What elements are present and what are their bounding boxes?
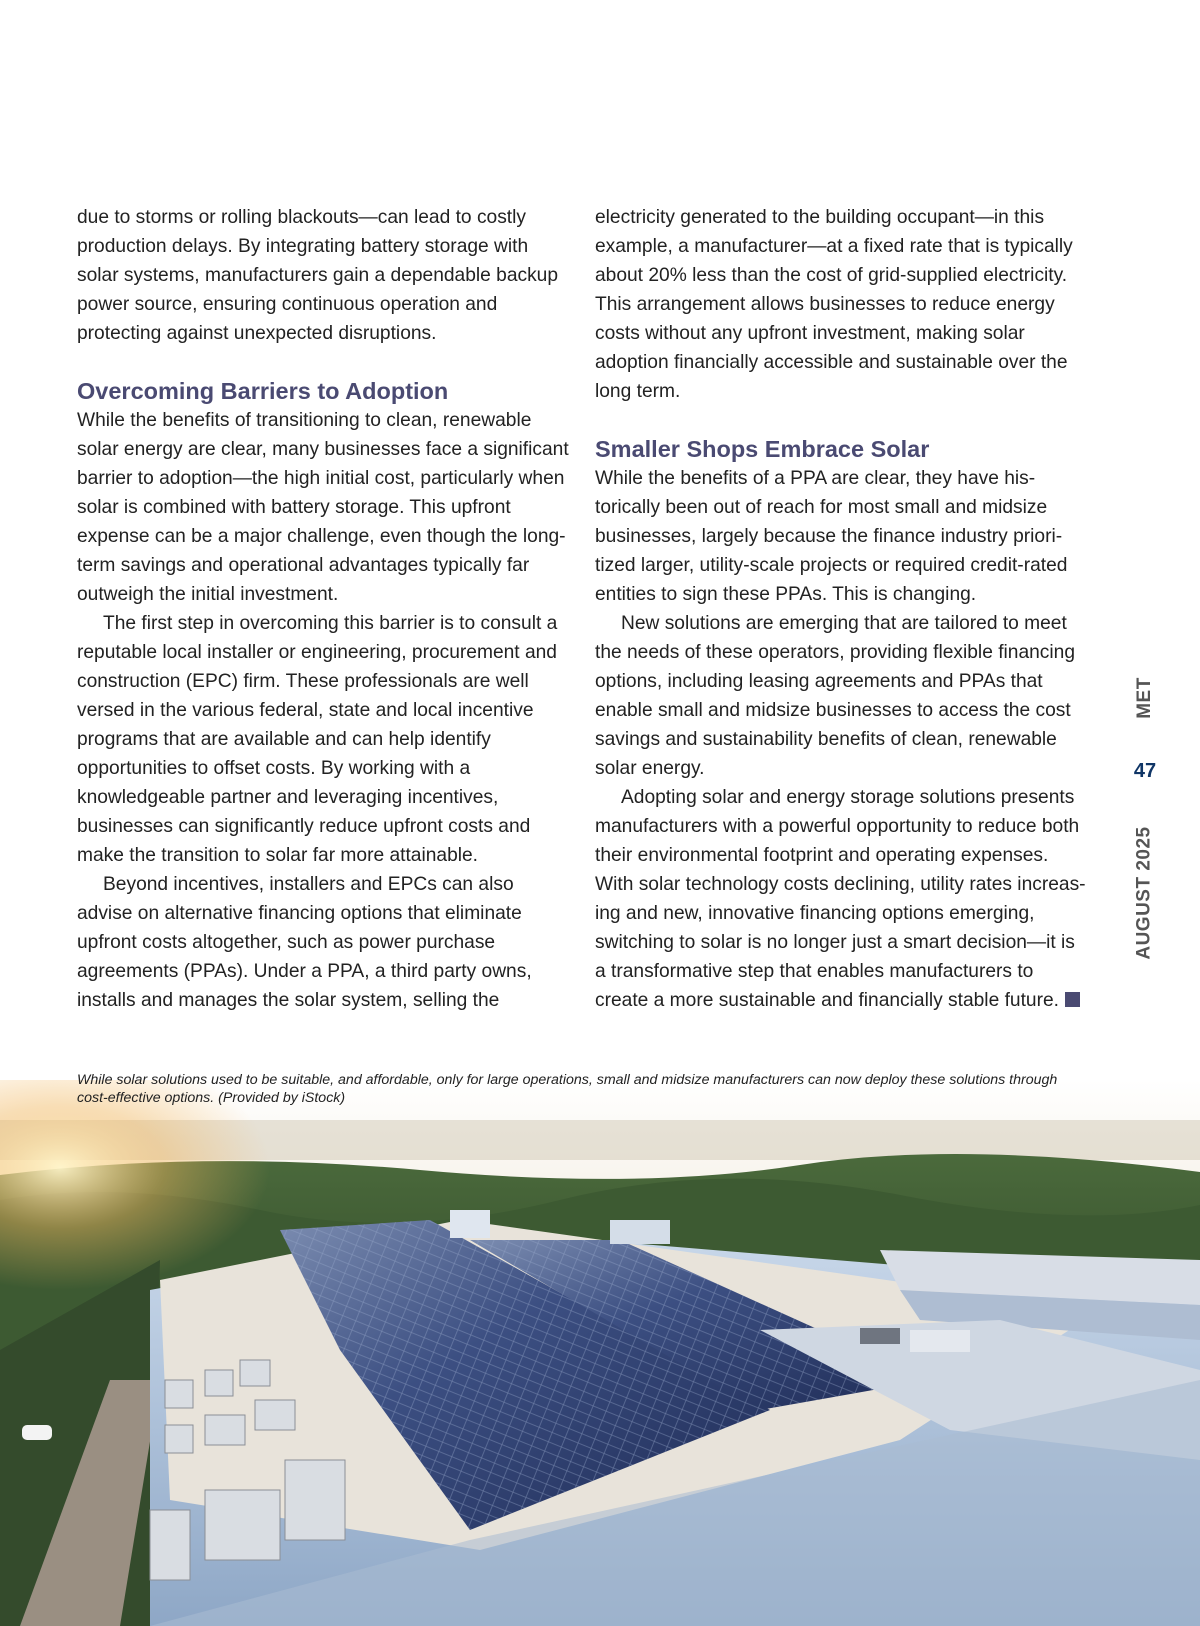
left-paragraph-3: The first step in overcoming this barrier is to consult a reputable local installer or engineering, procurement and construction (EPC) firm. These professionals are well versed in the various federal, state and local incentive programs that are available and can help identify opportunities to offset costs. By working with a knowledgeable partner and leveraging incentives, businesses can significantly reduce upfront costs and make the transition to solar far more attainable. [77, 613, 558, 866]
left-column [77, 203, 572, 1015]
page-sidebar [1128, 668, 1162, 968]
page-number: 47 [1133, 760, 1157, 782]
end-of-article-mark [1065, 992, 1080, 1007]
left-paragraph-1: due to storms or rolling blackouts—can lead to costly production delays. By integrating battery storage with solar systems, manufacturers gain a dependable backup power source, ensuring continuous operation and protecting against unexpected disruptions. [77, 207, 559, 344]
sidebar-magazine [1128, 668, 1162, 728]
issue-date: AUGUST 2025 [1134, 826, 1155, 960]
right-paragraph-1: electricity generated to the building occupant—in this example, a manufacturer—at a fixed rate that is typically about 20% less than the cost of grid-supplied electricity. This arrangement allows businesses to reduce energy costs without any upfront investment, making solar adoption financially accessible and sustainable over the long term. [595, 207, 1073, 402]
section-gap [595, 406, 1090, 426]
section-heading-barriers: Overcoming Barriers to Adoption [77, 378, 449, 404]
solar-rooftop-photo [0, 1080, 1200, 1626]
magazine-name: MET [1134, 677, 1156, 719]
left-paragraph-2: While the benefits of transitioning to clean, renewable solar energy are clear, many businesses face a significant barrier to adoption—the high initial cost, particularly when solar is combined with battery storage. This upfront expense can be a major challenge, even though the long-term savings and operational advantages typically far outweigh the initial investment. [77, 410, 569, 605]
right-paragraph-4-text: Adopting solar and energy storage solutions presents manufacturers with a powerful opportunity to reduce both their environmental footprint and operating expenses. With solar technology costs declining, utility rates increasing and new, innovative financing options emerging, switching to solar is no longer just a smart decision—it is a transformative step that enables manufacturers to create a more sustainable and financially stable future. [595, 787, 1086, 1011]
section-gap [77, 348, 572, 368]
left-paragraph-4: Beyond incentives, installers and EPCs can also advise on alternative financing options that eliminate upfront costs altogether, such as power purchase agreements (PPAs). Under a PPA, a third party owns, installs and manages the solar system, selling the [77, 874, 532, 1011]
right-paragraph-2: While the benefits of a PPA are clear, they have historically been out of reach for most small and midsize businesses, largely because the finance industry prioritized larger, utility-scale projects or required credit-rated entities to sign these PPAs. This is changing. [595, 468, 1068, 605]
sidebar-issue [1128, 818, 1162, 968]
section-heading-smaller-shops: Smaller Shops Embrace Solar [595, 436, 930, 462]
right-paragraph-4 [595, 783, 1090, 1015]
right-column [595, 203, 1090, 1015]
photo-caption: While solar solutions used to be suitable, and affordable, only for large operations, small and midsize manufacturers can now deploy these solutions through cost-effective options. (Provided by iStock) [77, 1072, 1058, 1106]
right-paragraph-3: New solutions are emerging that are tailored to meet the needs of these operators, providing flexible financing options, including leasing agreements and PPAs that enable small and midsize businesses to access the cost savings and sustainability benefits of clean, renewable solar energy. [595, 613, 1075, 779]
